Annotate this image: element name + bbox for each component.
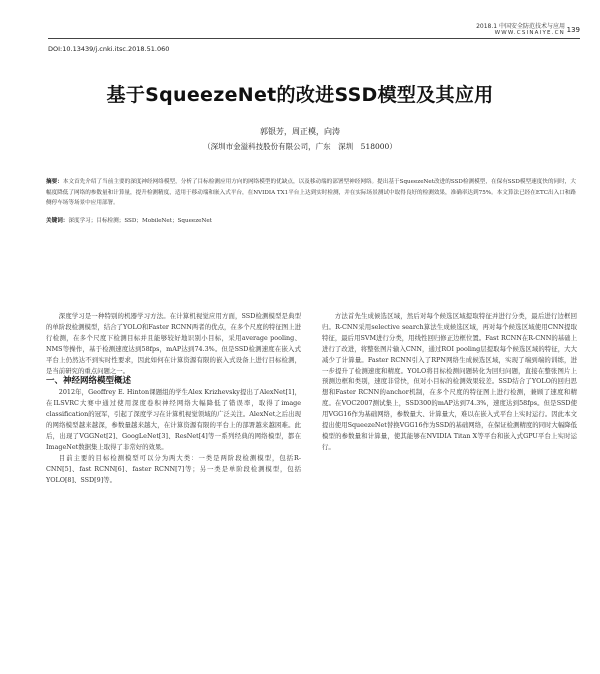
paper-title: 基于SqueezeNet的改进SSD模型及其应用 (106, 84, 494, 106)
section-heading: 一、神经网络模型概述 (46, 376, 132, 387)
body-column-left (46, 311, 301, 486)
abstract-label: 摘要： (46, 179, 63, 185)
doi: DOI:10.13439/j.cnki.itsc.2018.51.060 (48, 45, 170, 53)
body-column-right (322, 311, 577, 453)
authors: 郭银芳，周正模，向涛 (260, 127, 340, 136)
section-paragraph: 目前主要的目标检测模型可以分为两大类：一类是两阶段检测模型，包括R-CNN[5]、fast RCNN[6]、faster RCNN[7]等；另一类是单阶段检测模型，包括YOLO[8]、SSD[9]等。 (46, 453, 301, 484)
header-divider (48, 38, 580, 39)
keywords-label: 关键词： (46, 218, 69, 224)
abstract (46, 177, 576, 209)
body-paragraph: 方法首先生成候选区域，然后对每个候选区域提取特征并进行分类，最后进行边框回归。R-CNN采用selective search算法生成候选区域，再对每个候选区域使用CNN提取特征，最后用SVM进行分类，用线性回归修正边框位置。Fast RCNN在R-CNN的基础上进行了改进，将整张图片输入CNN，通过ROI pooling层提取每个候选区域的特征，大大减少了计算量。Faster RCNN引入了RPN网络生成候选区域，实现了端到端的训练，进一步提升了检测速度和精度。YOLO将目标检测问题转化为回归问题，直接在整张图片上预测边框和类别，速度非常快，但对小目标的检测效果较差。SSD结合了YOLO的回归思想和Faster RCNN的anchor机制，在多个尺度的特征图上进行检测，兼顾了速度和精度。在VOC2007测试集上，SSD300的mAP达到74.3%，速度达到58fps。但是SSD使用VGG16作为基础网络，参数量大、计算量大，难以在嵌入式平台上实时运行。因此本文提出使用SqueezeNet替换VGG16作为SSD的基础网络，在保证检测精度的同时大幅降低模型的参数量和计算量，使其能够在NVIDIA Titan X等平台和嵌入式GPU平台上实时运行。 (322, 312, 577, 451)
keywords-text: 深度学习；目标检测；SSD；MobileNet；SqueezeNet (68, 218, 212, 224)
abstract-text: 本文首先介绍了当前主要的深度神经网络模型，分析了目标检测应用方向的网络模型的优缺点，以及移动端的部署型神经网络。提出基于SqueezeNet改进的SSD检测模型，在保有SSD模型速度快的同时，大幅度降低了网络的参数量和计算量，提升检测精度，适用于移动端和嵌入式平台，在NVIDIA TX1平台上达到实时检测，并在实际场景测试中取得良好的检测效果，准确率达到75%。本文算法已经在ETC出入口和路侧停车场等场景中应用部署。 (46, 179, 576, 206)
journal-website: WWW.CSINAIYE.CN (494, 30, 565, 36)
intro-paragraph: 深度学习是一种特别的机器学习方法。在计算机视觉应用方面，SSD检测模型是典型的单阶段检测模型，结合了YOLO和Faster RCNN两者的优点，在多个尺度的特征图上进行检测，在多个尺度下检测目标并且能够较好地识别小目标，采用average pooling、NMS等操作，基于检测速度达到58fps，mAP达到74.3%。但是SSD检测速度在嵌入式平台上仍然达不到实时性要求，因此如何在计算资源有限的嵌入式设备上进行目标检测，是当前研究的重点问题之一。 (46, 312, 301, 375)
affiliation: （深圳市金溢科技股份有限公司，广东 深圳 518000） (203, 142, 397, 151)
keywords (46, 216, 576, 224)
page-number: 139 (566, 26, 580, 34)
journal-header: 2018.1 中国安全防范技术与应用 (476, 23, 565, 30)
section-paragraph: 2012年，Geoffrey E. Hinton课题组的学生Alex Krizhevsky提出了AlexNet[1]，在ILSVRC大赛中通过使用深度卷积神经网络大幅降低了错误率，取得了image classification的冠军，引起了深度学习在计算机视觉领域的广泛关注。AlexNet之后出现的网络模型越来越深，参数量越来越大，在计算资源有限的平台上的部署越来越困难。此后，出现了VGGNet[2]、GoogLeNet[3]、ResNet[4]等一系列经典的网络模型，都在ImageNet数据集上取得了非常好的效果。 (46, 388, 301, 451)
